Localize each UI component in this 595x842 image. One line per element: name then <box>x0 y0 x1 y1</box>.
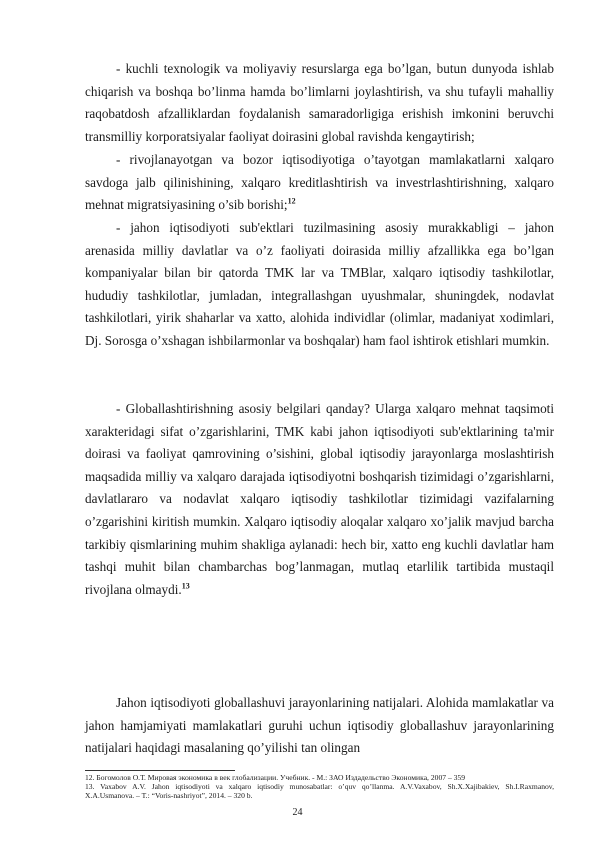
paragraph-developing-countries: - rivojlanayotgan va bozor iqtisodiyotiga o’tayotgan mamlakatlarni xalqaro savdoga jalb qilinishining, xalqaro kreditlashtirish va investrlashtirishning, xalqaro mehnat migratsiyasining o’sib borishi;$^{12}$ <box>85 152 554 213</box>
footnote-12: 12. Богомолов О.Т. Мировая экономика в век глобализации. Учебник. - М.: ЗАО Издадельство Экономика, 2007 – 359 <box>85 773 466 782</box>
paragraph-tmk-expansion: - kuchli texnologik va moliyaviy resurslarga ega bo’lgan, butun dunyoda ishlab chiqarish va boshqa bo’linma hamda bo’limlarni joylashtirish, va shu tufayli mahalliy raqobatdosh afzalliklardan foydalanish samaradorligiga erishish imkonini beruvchi transmilliy korporatsiyalar faoliyat doirasini global ravishda kengaytirish; <box>85 61 554 144</box>
footnote-ref-13[interactable]: 13 <box>181 581 190 591</box>
footnote-13: 13. Vaxabov A.V. Jahon iqtisodiyoti va xalqaro iqtisodiy munosabatlar: o’quv qo’llanma. A.V.Vaxabov, Sh.X.Xajibakiev, Sh.I.Raxmanov, X.A.Usmanova. – T.: “Voris-nashriyot”, 2014. – 320 b. <box>85 782 554 801</box>
footnote-divider <box>85 770 235 771</box>
paragraph-globalization-features: - Globallashtirishning asosiy belgilari qanday? Ularga xalqaro mehnat taqsimoti xarakteridagi sifat o’zgarishlarini, TMK kabi jahon iqtisodiyoti sub'ektlarining ta'mir doirasi va faoliyat qamrovining o’sishini, global iqtisodiy jarayonlarga moslashtirish maqsadida milliy va xalqaro darajada iqtisodiyotni boshqarish tizimidagi o’zgarishlarni, davlatlararo va nodavlat xalqaro iqtisodiy tashkilotlar tizimidagi vazifalarning o’zgarishini kiritish mumkin. Xalqaro iqtisodiy aloqalar xalqaro xo’jalik mavjud barcha tarkibiy qismlarining muhim shakliga aylanadi: hech bir, xatto eng kuchli davlatlar ham tashqi muhit bilan chambarchas bog’lanmagan, mutlaq etarlilik tartibida mustaqil rivojlana olmaydi.$^{13}$ <box>85 401 554 597</box>
paragraph-subjects-structure: - jahon iqtisodiyoti sub'ektlari tuzilmasining asosiy murakkabligi – jahon arenasida milliy davlatlar va o’z faoliyati doirasida milliy afzallikka ega bo’lgan kompaniyalar bilan bir qatorda TMK lar va TMBlar, xalqaro iqtisodiy tashkilotlar, hududiy tashkilotlar, jumladan, integrallashgan uyushmalar, shuningdek, nodavlat tashkilotlari, yirik shaharlar va xatto, alohida individlar (olimlar, madaniyat xodimlari, Dj. Sorosga o’xshagan ishbilarmonlar va boshqalar) ham faol ishtirok etishlari mumkin. <box>85 220 554 348</box>
page-number: 24 <box>292 807 303 818</box>
paragraph-globalization-results: Jahon iqtisodiyoti globallashuvi jarayonlarining natijalari. Alohida mamlakatlar va jahon hamjamiyati mamlakatlari guruhi uchun iqtisodiy globallashuv jarayonlarining natijalari haqidagi masalaning qo’yilishi tan olingan <box>85 695 554 756</box>
footnote-ref-12[interactable]: 12 <box>287 196 296 206</box>
